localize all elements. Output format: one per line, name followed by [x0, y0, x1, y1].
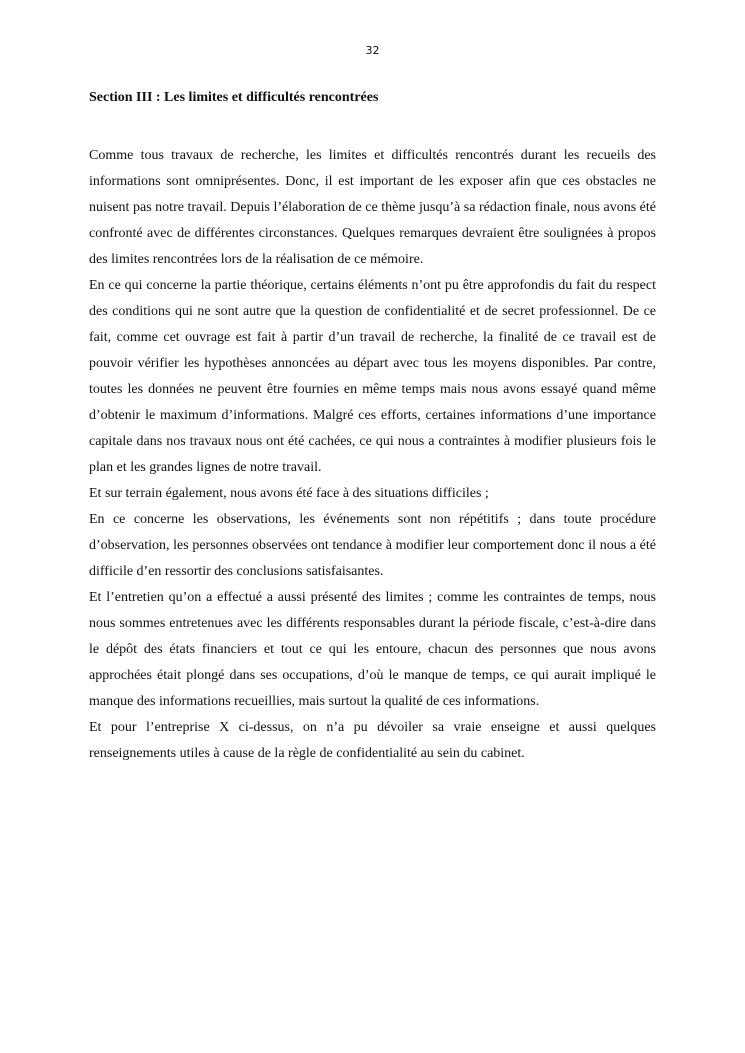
paragraph-theoretical-part: En ce qui concerne la partie théorique, certains éléments n’ont pu être approfondis du fait du respect des conditions qui ne sont autre que la question de confidentialité et de secret professionnel. De ce fait, comme cet ouvrage est fait à partir d’un travail de recherche, la finalité de ce travail est de pouvoir vérifier les hypothèses annoncées au départ avec tous les moyens disponibles. Par contre, toutes les données ne peuvent être fournies en même temps mais nous avons essayé quand même d’obtenir le maximum d’informations. Malgré ces efforts, certaines informations d’une importance capitale dans nos travaux nous ont été cachées, ce qui nous a contraintes à modifier plusieurs fois le plan et les grandes lignes de notre travail. — [89, 278, 656, 475]
body-text — [89, 143, 656, 767]
paragraph-field-difficulties: Et sur terrain également, nous avons été face à des situations difficiles ; — [89, 486, 489, 501]
paragraph-interview: Et l’entretien qu’on a effectué a aussi présenté des limites ; comme les contraintes de temps, nous nous sommes entretenues avec les différents responsables durant la période fiscale, c’est-à-dire dans le dépôt des états financiers et tout ce qui les entoure, chacun des personnes que nous avons approchées était plongé dans ses occupations, d’où le manque de temps, ce qui aurait impliqué le manque des informations recueillies, mais surtout la qualité de ces informations. — [89, 590, 656, 709]
section-title: Section III : Les limites et difficultés rencontrées — [89, 90, 379, 105]
paragraph-company-x: Et pour l’entreprise X ci-dessus, on n’a pu dévoiler sa vraie enseigne et aussi quelques renseignements utiles à cause de la règle de confidentialité au sein du cabinet. — [89, 720, 656, 761]
paragraph-intro: Comme tous travaux de recherche, les limites et difficultés rencontrés durant les recueils des informations sont omniprésentes. Donc, il est important de les exposer afin que ces obstacles ne nuisent pas notre travail. Depuis l’élaboration de ce thème jusqu’à sa rédaction finale, nous avons été confronté avec de différentes circonstances. Quelques remarques devraient être soulignées à propos des limites rencontrées lors de la réalisation de ce mémoire. — [89, 148, 656, 267]
page-number: 32 — [365, 44, 380, 57]
paragraph-observations: En ce concerne les observations, les événements sont non répétitifs ; dans toute procédure d’observation, les personnes observées ont tendance à modifier leur comportement donc il nous a été difficile d’en ressortir des conclusions satisfaisantes. — [89, 512, 656, 579]
